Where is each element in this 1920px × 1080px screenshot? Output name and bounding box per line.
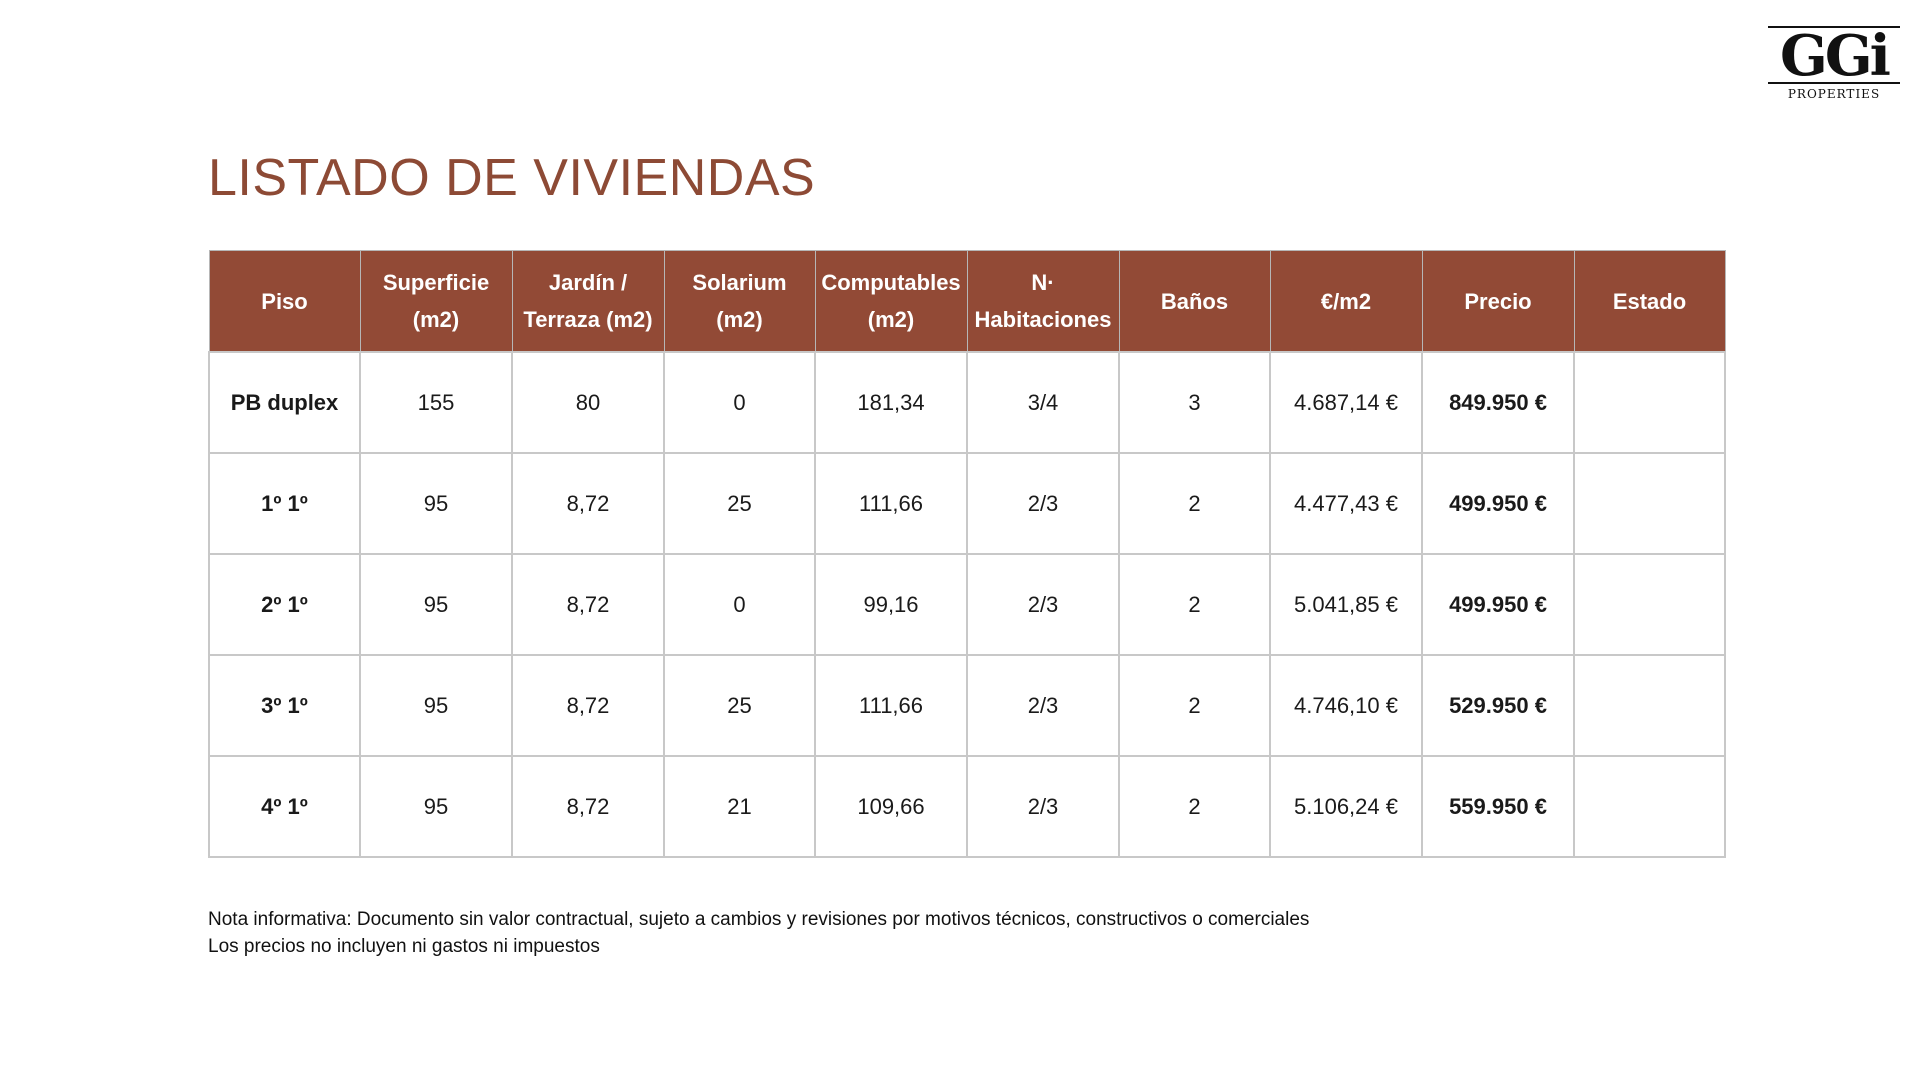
cell-piso: 4º 1º	[209, 756, 360, 857]
page-title: LISTADO DE VIVIENDAS	[208, 149, 816, 207]
table-header-row	[209, 251, 1725, 353]
cell-estado	[1574, 554, 1725, 655]
cell-solarium: 21	[664, 756, 815, 857]
cell-precio: 559.950 €	[1422, 756, 1574, 857]
cell-superficie: 155	[360, 352, 512, 453]
brand-logo	[1768, 26, 1900, 106]
table-row	[209, 453, 1725, 554]
cell-banos: 2	[1119, 554, 1270, 655]
cell-precio: 849.950 €	[1422, 352, 1574, 453]
cell-jardin: 8,72	[512, 655, 664, 756]
cell-habitaciones: 2/3	[967, 453, 1119, 554]
logo-bottom-rule	[1768, 82, 1900, 84]
header-banos: Baños	[1119, 251, 1270, 353]
cell-superficie: 95	[360, 655, 512, 756]
cell-precio: 529.950 €	[1422, 655, 1574, 756]
cell-solarium: 0	[664, 554, 815, 655]
table-row	[209, 655, 1725, 756]
cell-computables: 181,34	[815, 352, 967, 453]
cell-banos: 2	[1119, 756, 1270, 857]
cell-superficie: 95	[360, 453, 512, 554]
note-disclaimer: Nota informativa: Documento sin valor contractual, sujeto a cambios y revisiones por motivos técnicos, constructivos o comerciales	[208, 909, 1310, 930]
header-jardin-terraza: Jardín / Terraza (m2)	[512, 251, 664, 353]
cell-superficie: 95	[360, 554, 512, 655]
table-row	[209, 352, 1725, 453]
cell-eur-m2: 5.106,24 €	[1270, 756, 1422, 857]
footnotes	[208, 906, 1309, 960]
header-piso: Piso	[209, 251, 360, 353]
cell-piso: PB duplex	[209, 352, 360, 453]
table-row	[209, 756, 1725, 857]
cell-solarium: 25	[664, 655, 815, 756]
cell-computables: 109,66	[815, 756, 967, 857]
cell-estado	[1574, 453, 1725, 554]
cell-solarium: 0	[664, 352, 815, 453]
cell-jardin: 8,72	[512, 756, 664, 857]
cell-precio: 499.950 €	[1422, 453, 1574, 554]
cell-banos: 3	[1119, 352, 1270, 453]
cell-eur-m2: 4.477,43 €	[1270, 453, 1422, 554]
cell-eur-m2: 5.041,85 €	[1270, 554, 1422, 655]
note-prices: Los precios no incluyen ni gastos ni impuestos	[208, 936, 600, 957]
cell-piso: 3º 1º	[209, 655, 360, 756]
cell-jardin: 8,72	[512, 453, 664, 554]
header-computables: Computables (m2)	[815, 251, 967, 353]
cell-estado	[1574, 655, 1725, 756]
logo-mark: GGi	[1780, 28, 1888, 82]
header-estado: Estado	[1574, 251, 1725, 353]
cell-solarium: 25	[664, 453, 815, 554]
cell-habitaciones: 3/4	[967, 352, 1119, 453]
logo-subtitle: PROPERTIES	[1787, 87, 1881, 101]
listing-table	[208, 250, 1726, 858]
cell-eur-m2: 4.687,14 €	[1270, 352, 1422, 453]
cell-banos: 2	[1119, 453, 1270, 554]
cell-superficie: 95	[360, 756, 512, 857]
cell-estado	[1574, 352, 1725, 453]
header-precio: Precio	[1422, 251, 1574, 353]
header-solarium: Solarium (m2)	[664, 251, 815, 353]
cell-banos: 2	[1119, 655, 1270, 756]
cell-habitaciones: 2/3	[967, 655, 1119, 756]
cell-estado	[1574, 756, 1725, 857]
header-habitaciones: N· Habitaciones	[967, 251, 1119, 353]
cell-habitaciones: 2/3	[967, 756, 1119, 857]
header-eur-m2: €/m2	[1270, 251, 1422, 353]
cell-precio: 499.950 €	[1422, 554, 1574, 655]
cell-habitaciones: 2/3	[967, 554, 1119, 655]
header-superficie: Superficie (m2)	[360, 251, 512, 353]
cell-computables: 111,66	[815, 655, 967, 756]
table-row	[209, 554, 1725, 655]
cell-piso: 1º 1º	[209, 453, 360, 554]
cell-jardin: 8,72	[512, 554, 664, 655]
cell-jardin: 80	[512, 352, 664, 453]
cell-eur-m2: 4.746,10 €	[1270, 655, 1422, 756]
cell-computables: 111,66	[815, 453, 967, 554]
cell-computables: 99,16	[815, 554, 967, 655]
cell-piso: 2º 1º	[209, 554, 360, 655]
